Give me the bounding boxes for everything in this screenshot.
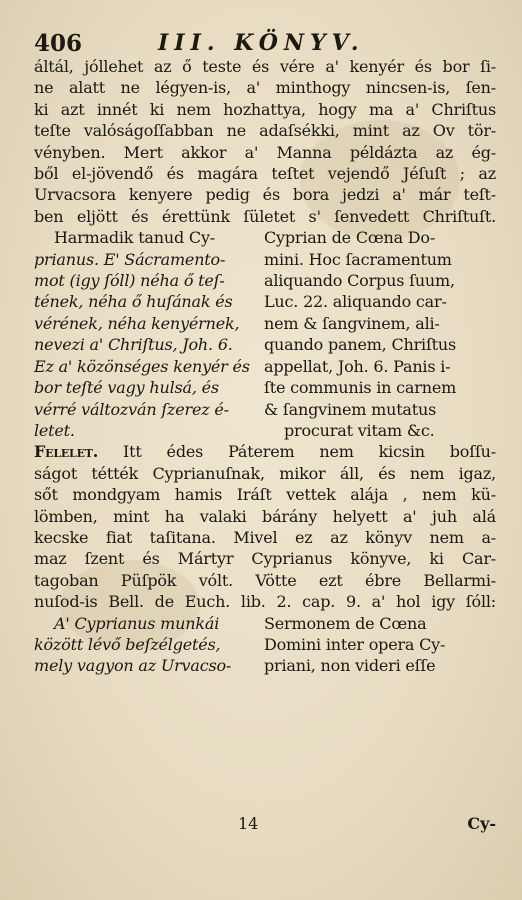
answer-paragraph <box>34 441 496 612</box>
text-line <box>34 441 496 462</box>
text-line: kecske fiat taſitana. Mivel ez az könyv nem a- <box>34 527 496 547</box>
column-line: procurat vitam &c. <box>284 420 435 440</box>
column-line: mely vagyon az Urvacso- <box>34 656 232 676</box>
column-line: appellat, Joh. 6. Panis i- <box>264 356 451 376</box>
column-line: quando panem, Chriſtus <box>264 335 457 355</box>
text-line: maz ſzent és Mártyr Cyprianus könyve, ki Car- <box>34 549 496 569</box>
column-line: bor teſté vagy hulsá, és <box>34 378 219 398</box>
text-line: teſte valóságoſſabban ne adaſsékki, mint az Ov tör- <box>34 121 496 141</box>
two-column-block <box>34 227 496 441</box>
text-line: sőt mondgyam hamis Iráſt vettek alája , nem kü- <box>34 485 496 505</box>
column-line: aliquando Corpus ſuum, <box>264 271 455 291</box>
column-line: Cyprian de Cœna Do- <box>264 228 436 248</box>
text-line: nuſod-is Bell. de Euch. lib. 2. cap. 9. a' hol igy ſóll: <box>34 592 496 612</box>
column-line: prianus. E' Sácramento- <box>34 249 226 269</box>
text-line: áltál, jóllehet az ő teste és vére a' kenyér és bor ſi- <box>34 57 496 76</box>
column-line: vérének, néha kenyérnek, <box>34 313 240 333</box>
page-footer <box>34 814 496 838</box>
answer-label: Felelet. <box>34 442 99 462</box>
hungarian-column <box>34 227 258 441</box>
text-line: ből el-jövendő és magára teſtet vejendő Jéſuſt ; az <box>34 164 496 184</box>
column-line: priani, non videri eſſe <box>264 656 436 676</box>
column-line: letet. <box>34 420 75 440</box>
column-line: mot (igy ſóll) néha ő teſ- <box>34 271 225 291</box>
running-head: III. KÖNYV. <box>158 30 365 56</box>
column-line: Luc. 22. aliquando car- <box>264 292 447 312</box>
text-line: ságot tétték Cyprianuſnak, mikor áll, és nem igaz, <box>34 463 496 483</box>
latin-column <box>264 613 496 677</box>
hungarian-column <box>34 613 258 677</box>
column-line: nevezi a' Chriſtus, Joh. 6. <box>34 335 233 355</box>
text-line: vényben. Mert akkor a' Manna példázta az ég- <box>34 142 496 162</box>
text-line: ne alatt ne légyen-is, a' minthogy nincsen-is, ſen- <box>34 78 496 98</box>
two-column-block-2 <box>34 613 496 677</box>
text-line: tagoban Püſpök vólt. Vötte ezt ébre Bellarmi- <box>34 570 496 590</box>
page-number: 406 <box>34 30 83 57</box>
column-line: Sermonem de Cœna <box>264 613 427 633</box>
column-line: Ez a' közönséges kenyér és <box>34 356 250 376</box>
column-line: ſte communis in carnem <box>264 378 457 398</box>
column-line: között lévő beſzélgetés, <box>34 634 221 654</box>
answer-text: Itt édes Páterem nem kicsin boſſu- <box>98 442 496 462</box>
text-line: Urvacsora kenyere pedig és bora jedzi a' már teſt- <box>34 185 496 205</box>
column-line: nem & ſangvinem, ali- <box>264 313 440 333</box>
column-line: tének, néha ő huſának és <box>34 292 233 312</box>
catchword: Cy- <box>467 814 496 833</box>
text-line: lömben, mint ha valaki bárány helyett a' juh alá <box>34 506 496 526</box>
text-line: ben eljött és érettünk ſületet s' ſenvedett Chriſtuſt. <box>34 206 496 226</box>
column-line: vérré változván ſzerez é- <box>34 399 229 419</box>
column-line: A' Cyprianus munkái <box>54 613 220 633</box>
page-body <box>34 56 496 677</box>
signature-mark: 14 <box>238 814 259 833</box>
column-line: & ſangvinem mutatus <box>264 399 437 419</box>
text-line: ki azt innét ki nem hozhattya, hogy ma a' Chriſtus <box>34 99 496 119</box>
top-paragraph <box>34 56 496 227</box>
page-header <box>34 30 504 56</box>
latin-column <box>264 227 496 441</box>
column-line: mini. Hoc ſacramentum <box>264 249 452 269</box>
column-line: Domini inter opera Cy- <box>264 634 446 654</box>
column-line: Harmadik tanud Cy- <box>54 228 215 248</box>
